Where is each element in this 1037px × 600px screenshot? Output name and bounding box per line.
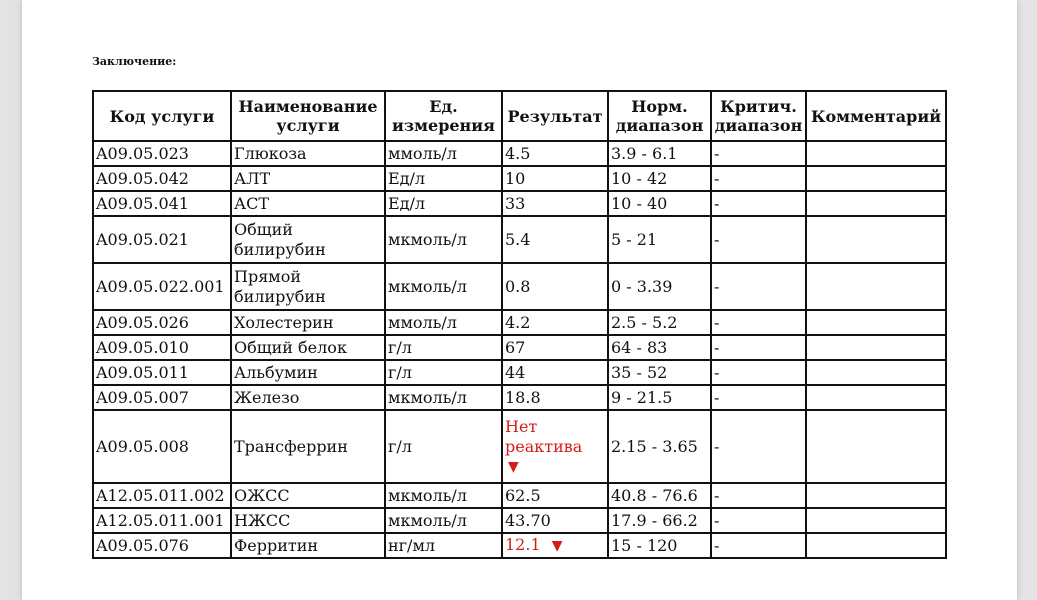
cell-result: 44 xyxy=(502,360,608,385)
cell-result: 33 xyxy=(502,191,608,216)
cell-unit: г/л xyxy=(385,335,502,360)
cell-crit: - xyxy=(711,191,806,216)
table-row xyxy=(93,191,946,216)
cell-norm: 40.8 - 76.6 xyxy=(608,483,711,508)
cell-code: A12.05.011.002 xyxy=(93,483,231,508)
table-row xyxy=(93,335,946,360)
table-row xyxy=(93,263,946,310)
cell-crit: - xyxy=(711,166,806,191)
cell-norm: 0 - 3.39 xyxy=(608,263,711,310)
cell-code: A09.05.007 xyxy=(93,385,231,410)
cell-result: 4.5 xyxy=(502,141,608,166)
cell-crit: - xyxy=(711,310,806,335)
cell-norm: 35 - 52 xyxy=(608,360,711,385)
cell-comment xyxy=(806,335,946,360)
header-name: Наименование услуги xyxy=(231,91,385,141)
cell-comment xyxy=(806,166,946,191)
cell-crit: - xyxy=(711,141,806,166)
cell-name: Трансферрин xyxy=(231,410,385,483)
cell-unit: мкмоль/л xyxy=(385,263,502,310)
cell-norm: 10 - 40 xyxy=(608,191,711,216)
cell-comment xyxy=(806,410,946,483)
cell-code: A09.05.011 xyxy=(93,360,231,385)
arrow-down-icon: ▼ xyxy=(551,538,563,554)
cell-crit: - xyxy=(711,508,806,533)
cell-name: Альбумин xyxy=(231,360,385,385)
cell-norm: 17.9 - 66.2 xyxy=(608,508,711,533)
cell-result: 5.4 xyxy=(502,216,608,263)
cell-comment xyxy=(806,191,946,216)
cell-norm: 5 - 21 xyxy=(608,216,711,263)
cell-crit: - xyxy=(711,263,806,310)
cell-comment xyxy=(806,360,946,385)
cell-norm: 15 - 120 xyxy=(608,533,711,558)
cell-unit: мкмоль/л xyxy=(385,216,502,263)
cell-unit: мкмоль/л xyxy=(385,385,502,410)
cell-name: АСТ xyxy=(231,191,385,216)
cell-code: A09.05.076 xyxy=(93,533,231,558)
cell-code: A09.05.041 xyxy=(93,191,231,216)
cell-name: Холестерин xyxy=(231,310,385,335)
cell-comment xyxy=(806,310,946,335)
cell-comment xyxy=(806,483,946,508)
header-code: Код услуги xyxy=(93,91,231,141)
conclusion-heading: Заключение: xyxy=(92,55,177,68)
table-row xyxy=(93,385,946,410)
cell-norm: 2.15 - 3.65 xyxy=(608,410,711,483)
table-row xyxy=(93,216,946,263)
cell-name: Глюкоза xyxy=(231,141,385,166)
cell-unit: нг/мл xyxy=(385,533,502,558)
cell-crit: - xyxy=(711,216,806,263)
cell-unit: Ед/л xyxy=(385,166,502,191)
cell-name: Общий белок xyxy=(231,335,385,360)
cell-norm: 9 - 21.5 xyxy=(608,385,711,410)
cell-code: A12.05.011.001 xyxy=(93,508,231,533)
table-row xyxy=(93,483,946,508)
cell-code: A09.05.022.001 xyxy=(93,263,231,310)
cell-result: 10 xyxy=(502,166,608,191)
header-result: Результат xyxy=(502,91,608,141)
cell-code: A09.05.008 xyxy=(93,410,231,483)
header-norm: Норм. диапазон xyxy=(608,91,711,141)
cell-comment xyxy=(806,216,946,263)
cell-unit: г/л xyxy=(385,360,502,385)
header-comment: Комментарий xyxy=(806,91,946,141)
cell-unit: ммоль/л xyxy=(385,310,502,335)
cell-name: Ферритин xyxy=(231,533,385,558)
cell-norm: 10 - 42 xyxy=(608,166,711,191)
cell-unit: мкмоль/л xyxy=(385,508,502,533)
cell-code: A09.05.023 xyxy=(93,141,231,166)
cell-name: Прямой билирубин xyxy=(231,263,385,310)
table-row xyxy=(93,360,946,385)
cell-result: 67 xyxy=(502,335,608,360)
table-row xyxy=(93,141,946,166)
result-text-low: 12.1 xyxy=(505,535,541,554)
cell-code: A09.05.021 xyxy=(93,216,231,263)
cell-crit: - xyxy=(711,385,806,410)
table-row xyxy=(93,310,946,335)
cell-code: A09.05.042 xyxy=(93,166,231,191)
table-row xyxy=(93,508,946,533)
cell-code: A09.05.010 xyxy=(93,335,231,360)
cell-name: Общий билирубин xyxy=(231,216,385,263)
cell-name: НЖСС xyxy=(231,508,385,533)
cell-result xyxy=(502,410,608,483)
cell-unit: мкмоль/л xyxy=(385,483,502,508)
cell-comment xyxy=(806,263,946,310)
arrow-down-icon: ▼ xyxy=(508,458,519,475)
cell-result: 4.2 xyxy=(502,310,608,335)
cell-comment xyxy=(806,385,946,410)
result-text-low: Нет реактива xyxy=(505,416,583,456)
cell-crit: - xyxy=(711,533,806,558)
cell-norm: 64 - 83 xyxy=(608,335,711,360)
cell-result: 43.70 xyxy=(502,508,608,533)
table-row xyxy=(93,166,946,191)
cell-name: Железо xyxy=(231,385,385,410)
cell-unit: г/л xyxy=(385,410,502,483)
cell-norm: 3.9 - 6.1 xyxy=(608,141,711,166)
cell-unit: Ед/л xyxy=(385,191,502,216)
cell-name: ОЖСС xyxy=(231,483,385,508)
cell-crit: - xyxy=(711,483,806,508)
cell-result: 18.8 xyxy=(502,385,608,410)
cell-comment xyxy=(806,508,946,533)
cell-result: 62.5 xyxy=(502,483,608,508)
header-unit: Ед. измерения xyxy=(385,91,502,141)
table-header-row xyxy=(93,91,946,141)
document-page xyxy=(22,0,1017,600)
lab-results-table xyxy=(92,90,947,559)
table-row xyxy=(93,533,946,558)
cell-code: A09.05.026 xyxy=(93,310,231,335)
cell-result: 0.8 xyxy=(502,263,608,310)
table-row xyxy=(93,410,946,483)
cell-result xyxy=(502,533,608,558)
cell-norm: 2.5 - 5.2 xyxy=(608,310,711,335)
cell-name: АЛТ xyxy=(231,166,385,191)
header-crit: Критич. диапазон xyxy=(711,91,806,141)
cell-crit: - xyxy=(711,360,806,385)
cell-comment xyxy=(806,533,946,558)
cell-unit: ммоль/л xyxy=(385,141,502,166)
cell-crit: - xyxy=(711,410,806,483)
cell-crit: - xyxy=(711,335,806,360)
cell-comment xyxy=(806,141,946,166)
